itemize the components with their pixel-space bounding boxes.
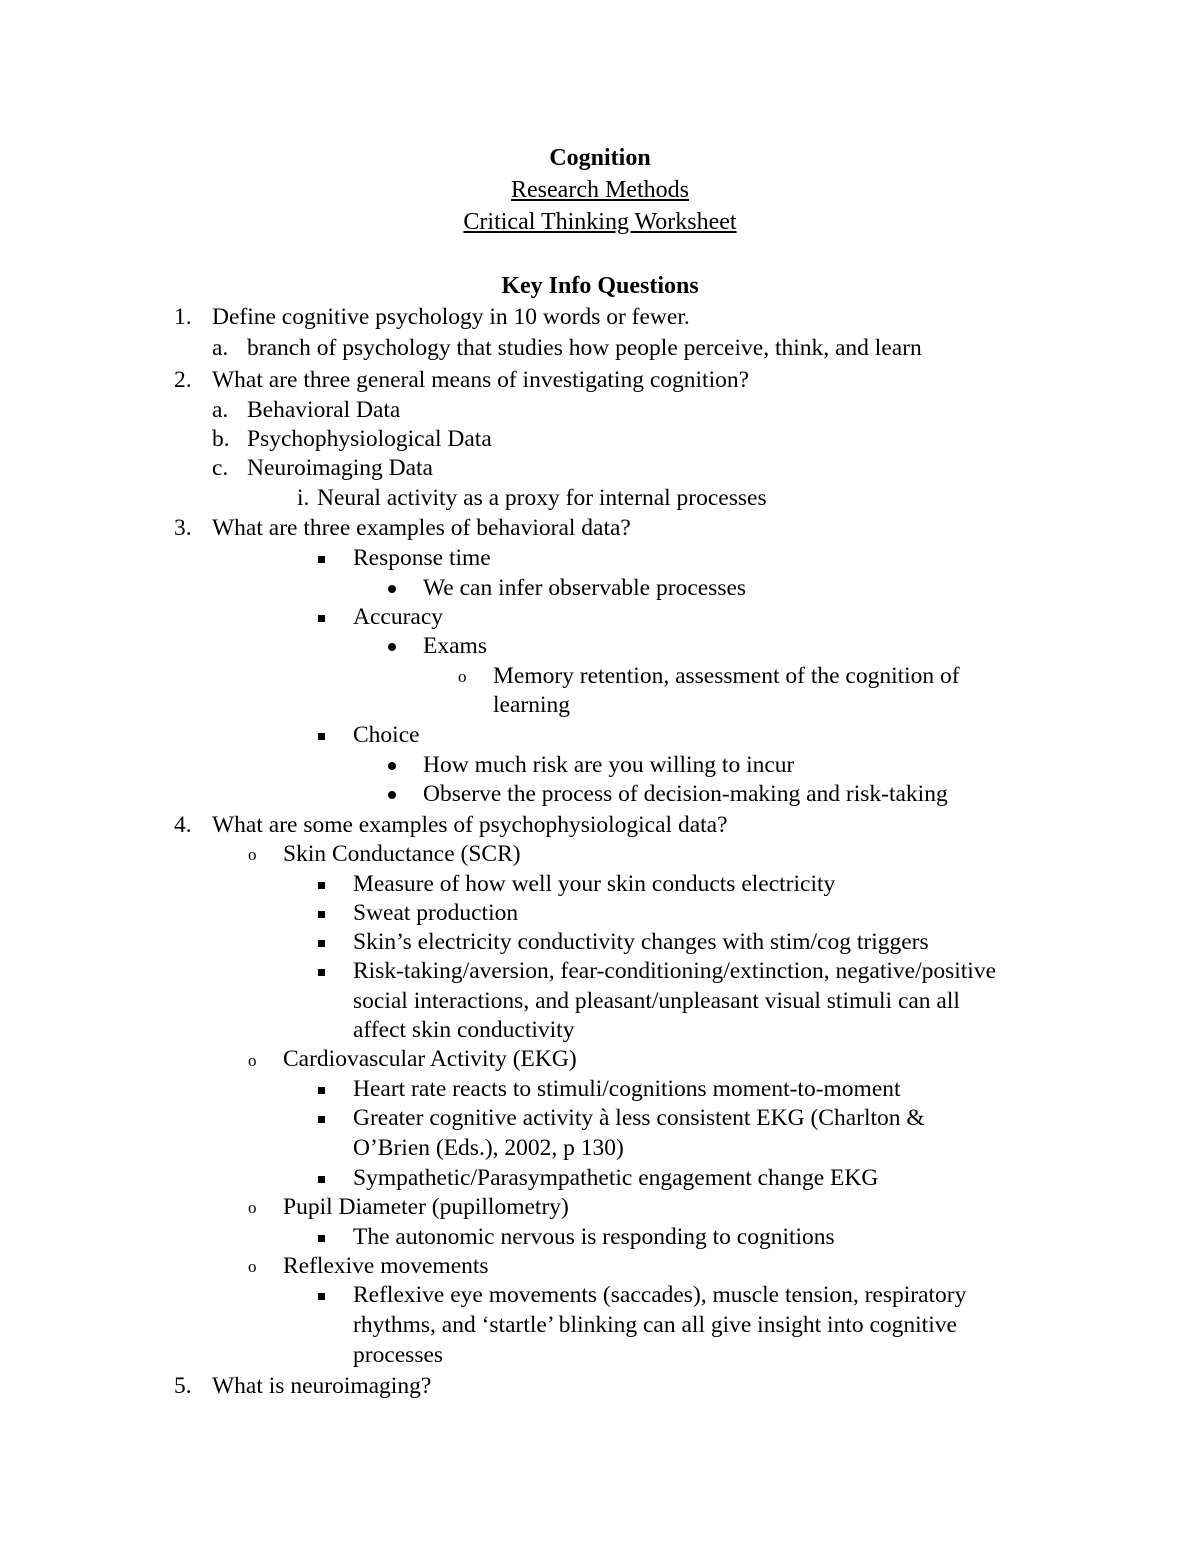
square-bullet-icon [318, 615, 325, 622]
q4-reflex-item-1-line2: rhythms, and ‘startle’ blinking can all give insight into cognitive [353, 1312, 957, 1338]
q4-scr-item-4-line3: affect skin conductivity [353, 1017, 575, 1043]
document-subtitle-research-methods: Research Methods [511, 177, 689, 203]
q4-reflex-item-1-line3: processes [353, 1342, 444, 1368]
square-bullet-icon [318, 882, 325, 889]
q4-scr-item-3: Skin’s electricity conductivity changes with stim/cog triggers [353, 929, 929, 955]
square-bullet-icon [318, 733, 325, 740]
round-bullet-icon [388, 585, 396, 593]
q2-number: 2. [174, 367, 192, 393]
circle-bullet-icon: o [248, 1198, 257, 1217]
q3-choice-detail-1: How much risk are you willing to incur [423, 752, 795, 778]
q2-c-text: Neuroimaging Data [247, 455, 433, 481]
q4-scr-item-4-line2: social interactions, and pleasant/unpleasant visual stimuli can all [353, 988, 960, 1014]
q2-text: What are three general means of investigating cognition? [212, 367, 750, 393]
q3-exams-detail-line2: learning [493, 692, 570, 718]
circle-bullet-icon: o [248, 1257, 257, 1276]
q2-b-marker: b. [212, 426, 230, 452]
round-bullet-icon [388, 762, 396, 770]
q4-ekg-item-1: Heart rate reacts to stimuli/cognitions moment-to-moment [353, 1076, 901, 1102]
q2-c-i-marker: i. [297, 485, 310, 511]
q4-pupil-item-1: The autonomic nervous is responding to cognitions [353, 1224, 835, 1250]
square-bullet-icon [318, 1087, 325, 1094]
q2-c-marker: c. [212, 455, 229, 481]
q3-choice-detail-2: Observe the process of decision-making and risk-taking [423, 781, 948, 807]
q4-reflex-item-1-line1: Reflexive eye movements (saccades), muscle tension, respiratory [353, 1282, 967, 1308]
q2-a-text: Behavioral Data [247, 397, 401, 423]
square-bullet-icon [318, 969, 325, 976]
circle-bullet-icon: o [458, 667, 467, 686]
round-bullet-icon [388, 791, 396, 799]
square-bullet-icon [318, 1293, 325, 1300]
circle-bullet-icon: o [248, 1051, 257, 1070]
q4-ekg: Cardiovascular Activity (EKG) [283, 1046, 577, 1072]
q3-response-time-detail: We can infer observable processes [423, 575, 747, 601]
square-bullet-icon [318, 940, 325, 947]
q3-exams: Exams [423, 633, 487, 659]
q4-ekg-item-2-line2: O’Brien (Eds.), 2002, p 130) [353, 1135, 624, 1161]
q1-text: Define cognitive psychology in 10 words or fewer. [212, 304, 690, 330]
q3-number: 3. [174, 515, 192, 541]
round-bullet-icon [388, 643, 396, 651]
q4-scr-item-2: Sweat production [353, 900, 519, 926]
q5-number: 5. [174, 1373, 192, 1399]
q1-answer-marker: a. [212, 335, 229, 361]
q4-reflex: Reflexive movements [283, 1253, 489, 1279]
q4-text: What are some examples of psychophysiological data? [212, 812, 728, 838]
square-bullet-icon [318, 911, 325, 918]
q1-answer: branch of psychology that studies how people perceive, think, and learn [247, 335, 922, 361]
section-heading: Key Info Questions [501, 273, 699, 299]
q4-scr-item-4-line1: Risk-taking/aversion, fear-conditioning/extinction, negative/positive [353, 958, 997, 984]
q4-ekg-item-3: Sympathetic/Parasympathetic engagement change EKG [353, 1165, 879, 1191]
q4-ekg-item-2-line1: Greater cognitive activity à less consistent EKG (Charlton & [353, 1105, 925, 1131]
circle-bullet-icon: o [248, 845, 257, 864]
q4-scr-item-1: Measure of how well your skin conducts electricity [353, 871, 836, 897]
q2-b-text: Psychophysiological Data [247, 426, 492, 452]
q2-a-marker: a. [212, 397, 229, 423]
q1-number: 1. [174, 304, 192, 330]
q4-number: 4. [174, 812, 192, 838]
document-subtitle-worksheet: Critical Thinking Worksheet [463, 209, 737, 235]
square-bullet-icon [318, 1235, 325, 1242]
square-bullet-icon [318, 1116, 325, 1123]
q3-text: What are three examples of behavioral data? [212, 515, 631, 541]
square-bullet-icon [318, 556, 325, 563]
document-title: Cognition [549, 145, 651, 171]
q4-pupil: Pupil Diameter (pupillometry) [283, 1194, 569, 1220]
q5-text: What is neuroimaging? [212, 1373, 432, 1399]
q4-scr: Skin Conductance (SCR) [283, 841, 521, 867]
q3-response-time: Response time [353, 545, 491, 571]
q3-accuracy: Accuracy [353, 604, 444, 630]
q3-choice: Choice [353, 722, 420, 748]
q3-exams-detail-line1: Memory retention, assessment of the cognition of [493, 663, 960, 689]
square-bullet-icon [318, 1176, 325, 1183]
q2-c-i-text: Neural activity as a proxy for internal processes [317, 485, 767, 511]
